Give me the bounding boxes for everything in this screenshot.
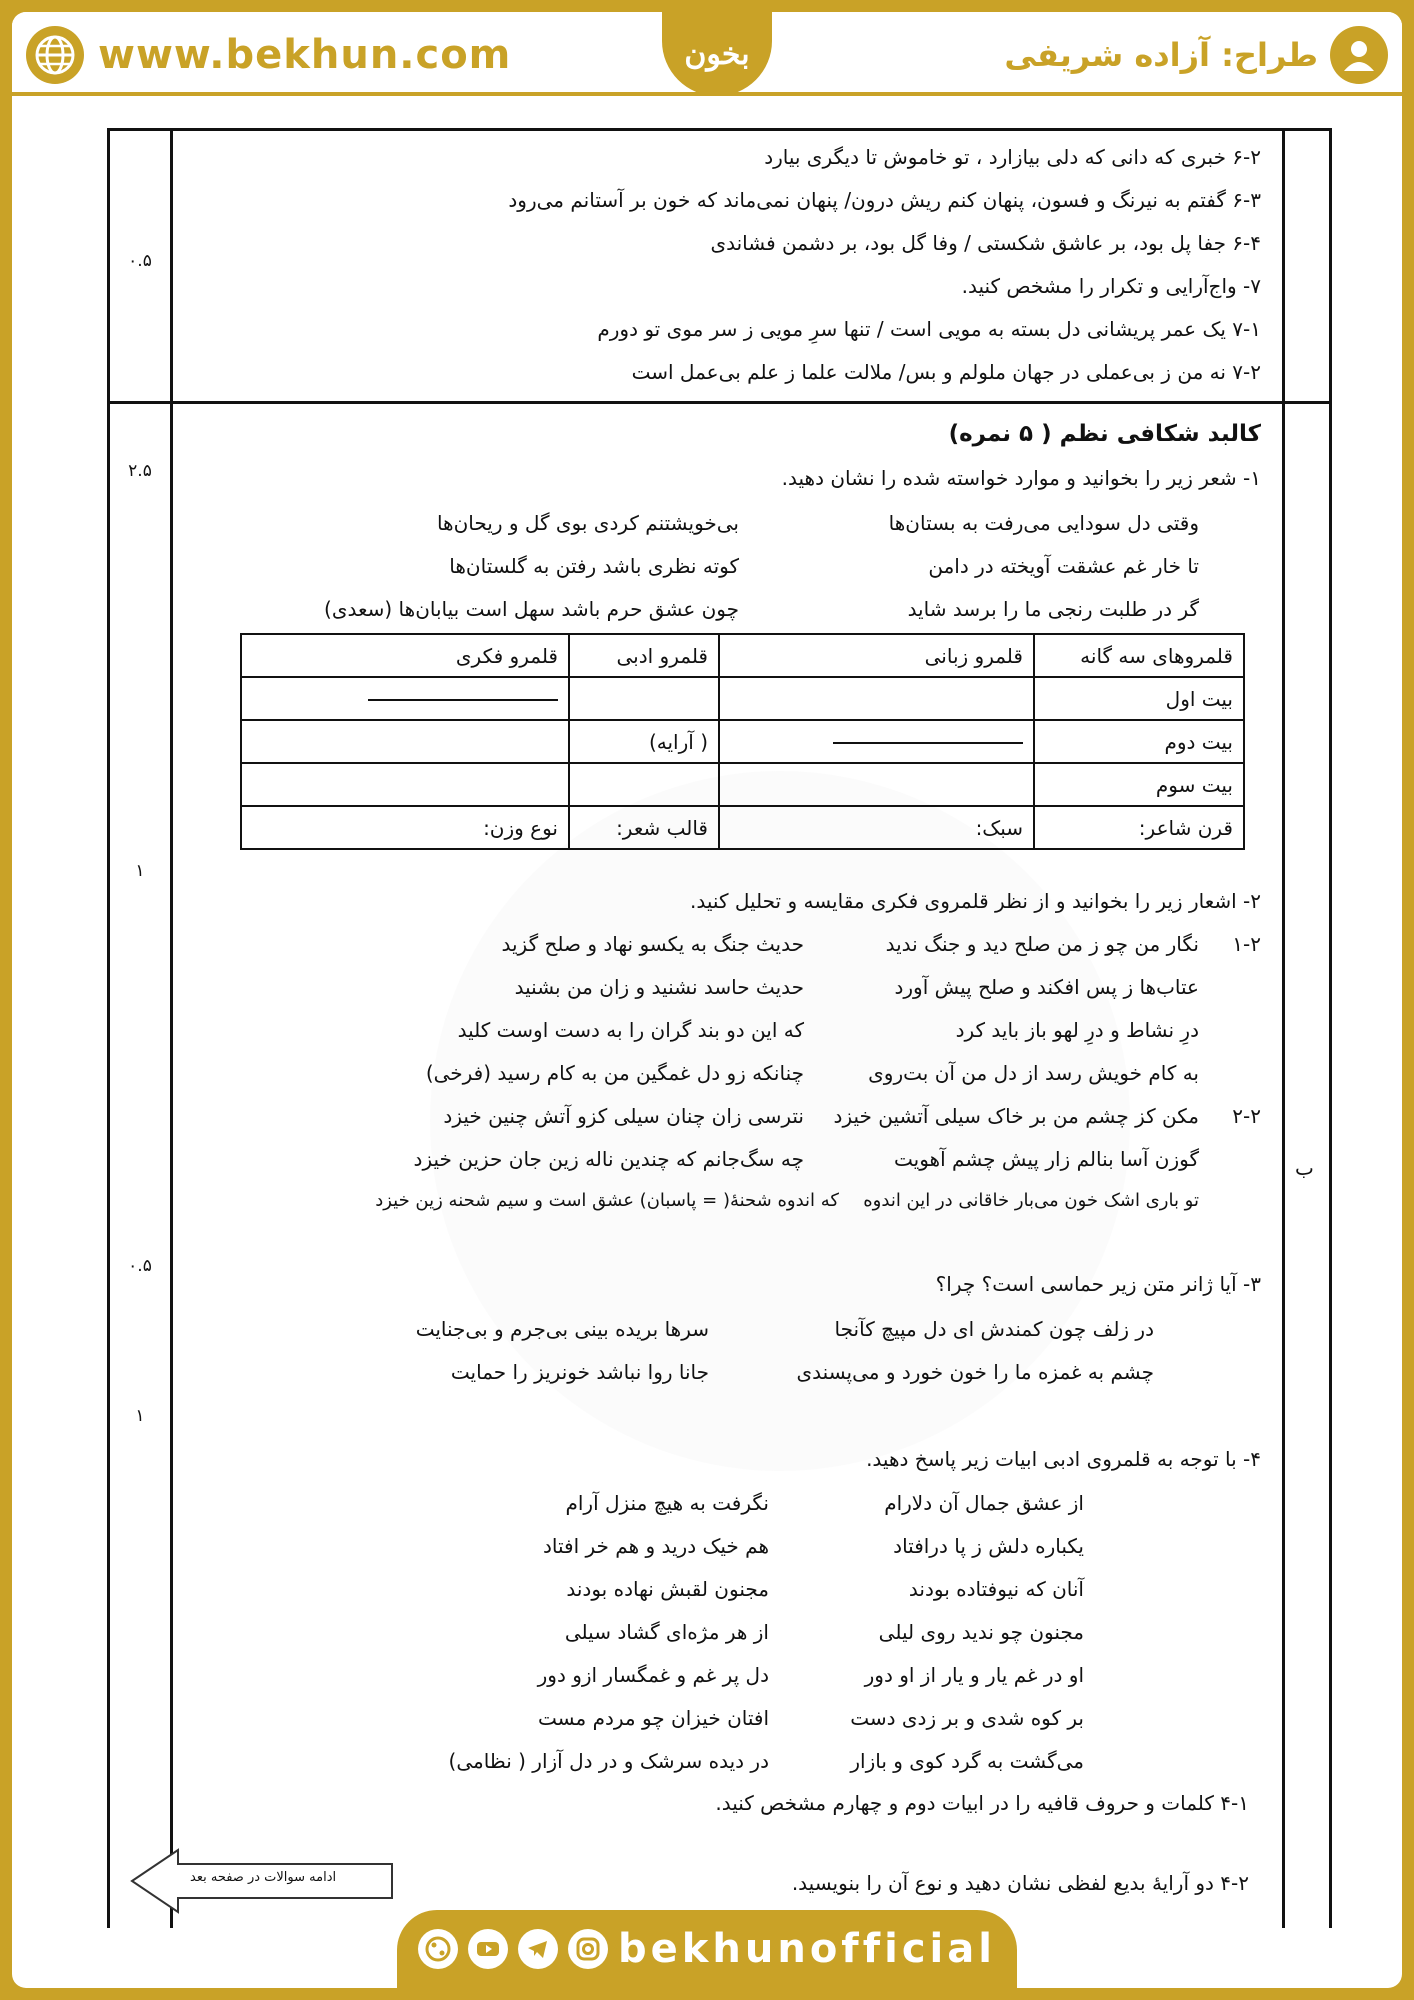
- verse-second: بی‌خویشتنم کردی بوی گل و ریحان‌ها: [436, 511, 739, 535]
- verse-second: دل پر غم و غمگسار ازو دور: [537, 1663, 769, 1687]
- score-value: ۱: [135, 1406, 145, 1426]
- continue-arrow: [130, 1846, 400, 1920]
- answer-cell[interactable]: [241, 720, 569, 763]
- answer-cell[interactable]: [569, 763, 719, 806]
- score-value: ۰.۵: [128, 1256, 152, 1276]
- verse-first: مکن کز چشم من بر خاک سیلی آتشین خیزد: [833, 1104, 1199, 1128]
- table-header: قلمرو فکری: [241, 634, 569, 677]
- verse-first: تو باری اشک خون می‌بار خاقانی در این اندوه: [863, 1190, 1199, 1211]
- verse-second: که اندوه شحنهٔ( = پاسبان) عشق است و سیم شحنه زین خیزد: [375, 1190, 839, 1211]
- answer-cell[interactable]: [569, 677, 719, 720]
- verse-first: می‌گشت به گرد کوی و بازار: [850, 1749, 1084, 1773]
- row-label: بیت دوم: [1034, 720, 1244, 763]
- table-row: [241, 763, 1244, 806]
- blank-line: [833, 742, 1023, 744]
- aparat-icon[interactable]: [418, 1929, 458, 1969]
- verse-second: کوته نظری باشد رفتن به گلستان‌ها: [449, 554, 739, 578]
- verse-second: سرها بریده بینی بی‌جرم و بی‌جنایت: [415, 1317, 709, 1341]
- verse-second: چون عشق حرم باشد سهل است بیابان‌ها (سعدی): [324, 597, 739, 621]
- verse-second: نترسی زان چنان سیلی کزو آتش چنین خیزد: [443, 1104, 804, 1128]
- instagram-icon[interactable]: [568, 1929, 608, 1969]
- verse-first: گوزن آسا بنالم زار پیش چشم آهویت: [894, 1147, 1199, 1171]
- section-label: ب: [1295, 1156, 1314, 1180]
- user-icon: [1330, 26, 1388, 84]
- score-value: ۲.۵: [128, 461, 152, 481]
- question-line: ۶-۳ گفتم به نیرنگ و فسون، پنهان کنم ریش درون/ پنهان نمی‌ماند که خون بر آستانم می‌رود: [508, 188, 1261, 212]
- verse-first: عتاب‌ها ز پس افکند و صلح پیش آورد: [894, 975, 1199, 999]
- verse-first: یکباره دلش ز پا درافتاد: [893, 1534, 1084, 1558]
- subquestion: ۴-۲ دو آرایهٔ بدیع لفظی نشان دهید و نوع آن را بنویسید.: [791, 1871, 1249, 1895]
- verse-first: چشم به غمزه ما را خون خورد و می‌پسندی: [796, 1360, 1154, 1384]
- social-icons: [418, 1929, 608, 1969]
- social-handle[interactable]: bekhunofficial: [618, 1926, 996, 1972]
- question-line: ۷-۲ نه من ز بی‌عملی در جهان ملولم و بس/ ملالت علما ز علم بی‌عمل است: [631, 360, 1261, 384]
- verse-first: تا خار غم عشقت آویخته در دامن: [928, 554, 1199, 578]
- verse-first: در زلف چون کمندش ای دل مپیچ کآنجا: [834, 1317, 1154, 1341]
- verse-first: گر در طلبت رنجی ما را برسد شاید: [907, 597, 1199, 621]
- verse-second: چه سگ‌جانم که چندین ناله زین جان حزین خیزد: [413, 1147, 804, 1171]
- row-divider: [110, 401, 1329, 404]
- brand-logo: [662, 12, 772, 96]
- footer-field[interactable]: نوع وزن:: [241, 806, 569, 849]
- question-line: ۶-۴ جفا پل بود، بر عاشق شکستی / وفا گل بود، بر دشمن فشاندی: [710, 231, 1261, 255]
- question-prompt: ۲- اشعار زیر را بخوانید و از نظر قلمروی فکری مقایسه و تحلیل کنید.: [690, 889, 1261, 913]
- verse-first: به کام خویش رسد از دل من آن بت‌روی: [868, 1061, 1199, 1085]
- answer-cell[interactable]: [241, 763, 569, 806]
- site-link[interactable]: [26, 26, 511, 84]
- youtube-icon[interactable]: [468, 1929, 508, 1969]
- verse-second: هم خیک درید و هم خر افتاد: [543, 1534, 769, 1558]
- answer-cell[interactable]: [241, 677, 569, 720]
- verse-first: وقتی دل سودایی می‌رفت به بستان‌ها: [888, 511, 1199, 535]
- verse-second: که این دو بند گران را به دست اوست کلید: [457, 1018, 804, 1042]
- verse-first: بر کوه شدی و بر زدی دست: [850, 1706, 1084, 1730]
- score-value: ۰.۵: [128, 251, 152, 271]
- verse-second: از هر مژه‌ای گشاد سیلی: [564, 1620, 769, 1644]
- site-url: www.bekhun.com: [98, 32, 512, 78]
- score-value: ۱: [135, 861, 145, 881]
- verse-second: چنانکه زو دل غمگین من به کام رسید (فرخی): [425, 1061, 804, 1085]
- blank-line: [368, 699, 558, 701]
- footer-field[interactable]: قرن شاعر:: [1034, 806, 1244, 849]
- answer-cell[interactable]: [719, 720, 1034, 763]
- verse-second: حدیث جنگ به یکسو نهاد و صلح گزید: [501, 932, 804, 956]
- verse-second: حدیث حاسد نشنید و زان من بشنید: [514, 975, 804, 999]
- verse-second: افتان خیزان چو مردم مست: [538, 1706, 769, 1730]
- subquestion: ۴-۱ کلمات و حروف قافیه را در ابیات دوم و چهارم مشخص کنید.: [715, 1791, 1249, 1815]
- table-header: قلمروهای سه گانه: [1034, 634, 1244, 677]
- table-header: قلمرو ادبی: [569, 634, 719, 677]
- subquestion-number: ۱-۲: [1232, 932, 1261, 956]
- verse-second: جانا روا نباشد خونریز را حمایت: [450, 1360, 709, 1384]
- verse-first: درِ نشاط و درِ لهو باز باید کرد: [955, 1018, 1199, 1042]
- designer-name: طراح: آزاده شریفی: [1004, 36, 1318, 74]
- verse-second: مجنون لقبش نهاده بودند: [566, 1577, 769, 1601]
- exam-sheet: [107, 128, 1332, 1928]
- table-row: [241, 720, 1244, 763]
- question-prompt: ۳- آیا ژانر متن زیر حماسی است؟ چرا؟: [935, 1272, 1261, 1296]
- section-title: کالبد شکافی نظم ( ۵ نمره): [948, 421, 1261, 447]
- verse-second: نگرفت به هیچ منزل آرام: [565, 1491, 769, 1515]
- page-frame: [12, 12, 1402, 1988]
- continue-note: ادامه سوالات در صفحه بعد: [190, 1870, 337, 1885]
- question-line: ۶-۲ خبری که دانی که دلی بیازارد ، تو خاموش تا دیگری بیارد: [764, 145, 1261, 169]
- logo-text: بخون: [684, 36, 750, 72]
- question-prompt: ۱- شعر زیر را بخوانید و موارد خواسته شده را نشان دهید.: [781, 466, 1261, 490]
- hint-cell[interactable]: ( آرایه): [569, 720, 719, 763]
- verse-first: مجنون چو ندید روی لیلی: [878, 1620, 1084, 1644]
- subquestion-number: ۲-۲: [1232, 1104, 1261, 1128]
- verse-first: از عشق جمال آن دلارام: [884, 1491, 1084, 1515]
- question-prompt: ۴- با توجه به قلمروی ادبی ابیات زیر پاسخ دهید.: [866, 1447, 1261, 1471]
- question-line: ۷- واج‌آرایی و تکرار را مشخص کنید.: [961, 274, 1261, 298]
- question-line: ۷-۱ یک عمر پریشانی دل بسته به مویی است / تنها سرِ مویی ز سر موی تو دورم: [597, 317, 1261, 341]
- row-label: بیت سوم: [1034, 763, 1244, 806]
- footer-field[interactable]: قالب شعر:: [569, 806, 719, 849]
- row-label: بیت اول: [1034, 677, 1244, 720]
- footer-field[interactable]: سبک:: [719, 806, 1034, 849]
- globe-icon: [26, 26, 84, 84]
- header-bar: [12, 12, 1402, 96]
- table-header: قلمرو زبانی: [719, 634, 1034, 677]
- footer-social-bar: [397, 1910, 1017, 1988]
- verse-first: آنان که نیوفتاده بودند: [908, 1577, 1084, 1601]
- table-row: [241, 677, 1244, 720]
- telegram-icon[interactable]: [518, 1929, 558, 1969]
- answer-cell[interactable]: [719, 677, 1034, 720]
- designer-credit: [1004, 26, 1388, 84]
- analysis-table: [240, 633, 1245, 850]
- verse-second: در دیده سرشک و در دل آزار ( نظامی): [448, 1749, 769, 1773]
- table-footer-row: [241, 806, 1244, 849]
- verse-first: او در غم یار و یار از او دور: [864, 1663, 1084, 1687]
- answer-cell[interactable]: [719, 763, 1034, 806]
- table-header-row: [241, 634, 1244, 677]
- verse-first: نگار من چو ز من صلح دید و جنگ ندید: [885, 932, 1199, 956]
